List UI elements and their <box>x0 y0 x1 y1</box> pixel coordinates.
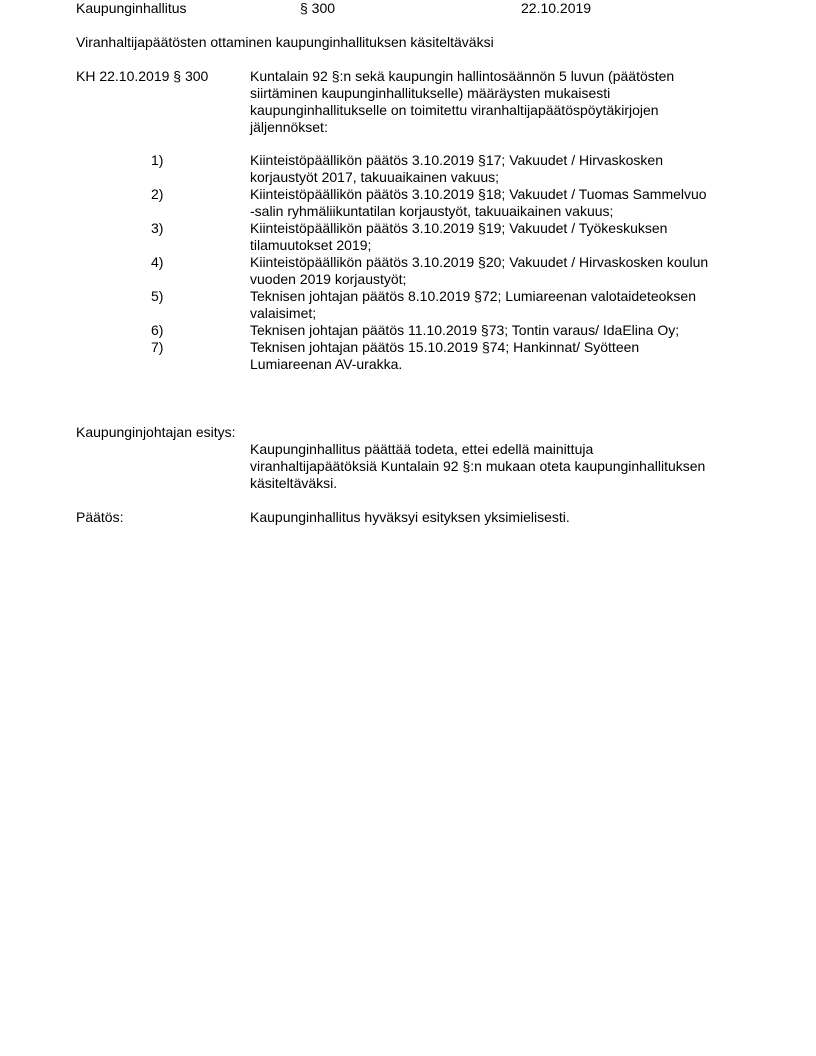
list-item-line: Kiinteistöpäällikön päätös 3.10.2019 §18; Vakuudet / Tuomas Sammelvuo <box>250 186 707 202</box>
list-item-number: 6) <box>151 322 164 338</box>
list-item-line: Kiinteistöpäällikön päätös 3.10.2019 §19; Vakuudet / Työkeskuksen <box>250 220 668 236</box>
intro-line: Kuntalain 92 §:n sekä kaupungin hallintosäännön 5 luvun (päätösten <box>250 68 675 84</box>
list-item-text <box>250 220 740 254</box>
list-item-text <box>250 152 740 186</box>
list-item-number: 7) <box>151 339 164 355</box>
proposal-paragraph <box>250 441 740 492</box>
proposal-line: viranhaltijapäätöksiä Kuntalain 92 §:n mukaan oteta kaupunginhallituksen <box>250 458 706 474</box>
list-item-line: Kiinteistöpäällikön päätös 3.10.2019 §20; Vakuudet / Hirvaskosken koulun <box>250 254 709 270</box>
list-item-line: Lumiareenan AV-urakka. <box>250 356 403 372</box>
decision-list <box>76 152 756 373</box>
header-date: 22.10.2019 <box>521 0 592 16</box>
intro-paragraph <box>250 68 740 136</box>
intro-line: jäljennökset: <box>250 119 328 135</box>
list-item-text <box>250 339 740 373</box>
document-title: Viranhaltijapäätösten ottaminen kaupunginhallituksen käsiteltäväksi <box>76 34 494 50</box>
list-item-line: Teknisen johtajan päätös 11.10.2019 §73; Tontin varaus/ IdaElina Oy; <box>250 322 680 338</box>
decision-label: Päätös: <box>76 509 124 525</box>
intro-line: siirtäminen kaupunginhallitukselle) määräysten mukaisesti <box>250 85 611 101</box>
list-item <box>76 186 756 220</box>
list-item-number: 5) <box>151 288 164 304</box>
list-item-line: Teknisen johtajan päätös 15.10.2019 §74; Hankinnat/ Syötteen <box>250 339 640 355</box>
list-item <box>76 220 756 254</box>
list-item <box>76 152 756 186</box>
header-body-name: Kaupunginhallitus <box>76 0 187 16</box>
list-item-line: korjaustyöt 2017, takuuaikainen vakuus; <box>250 169 500 185</box>
list-item <box>76 288 756 322</box>
list-item-number: 2) <box>151 186 164 202</box>
list-item-number: 4) <box>151 254 164 270</box>
list-item-line: vuoden 2019 korjaustyöt; <box>250 271 407 287</box>
decision-text: Kaupunginhallitus hyväksyi esityksen yksimielisesti. <box>250 509 570 525</box>
intro-line: kaupunginhallitukselle on toimitettu viranhaltijapäätöspöytäkirjojen <box>250 102 659 118</box>
header-section-number: § 300 <box>300 0 336 16</box>
list-item-number: 3) <box>151 220 164 236</box>
list-item-line: Kiinteistöpäällikön päätös 3.10.2019 §17; Vakuudet / Hirvaskosken <box>250 152 664 168</box>
list-item-text <box>250 186 740 220</box>
list-item-line: valaisimet; <box>250 305 317 321</box>
proposal-line: Kaupunginhallitus päättää todeta, ettei edellä mainittuja <box>250 441 594 457</box>
proposal-label: Kaupunginjohtajan esitys: <box>76 424 236 440</box>
list-item-number: 1) <box>151 152 164 168</box>
list-item-text <box>250 288 740 322</box>
proposal-line: käsiteltäväksi. <box>250 475 338 491</box>
reference-label: KH 22.10.2019 § 300 <box>76 68 209 84</box>
list-item <box>76 339 756 373</box>
list-item-text <box>250 254 740 288</box>
list-item <box>76 322 756 339</box>
list-item-line: -salin ryhmäliikuntatilan korjaustyöt, takuuaikainen vakuus; <box>250 203 614 219</box>
list-item-line: Teknisen johtajan päätös 8.10.2019 §72; Lumiareenan valotaideteoksen <box>250 288 696 304</box>
list-item <box>76 254 756 288</box>
list-item-text <box>250 322 740 339</box>
list-item-line: tilamuutokset 2019; <box>250 237 372 253</box>
